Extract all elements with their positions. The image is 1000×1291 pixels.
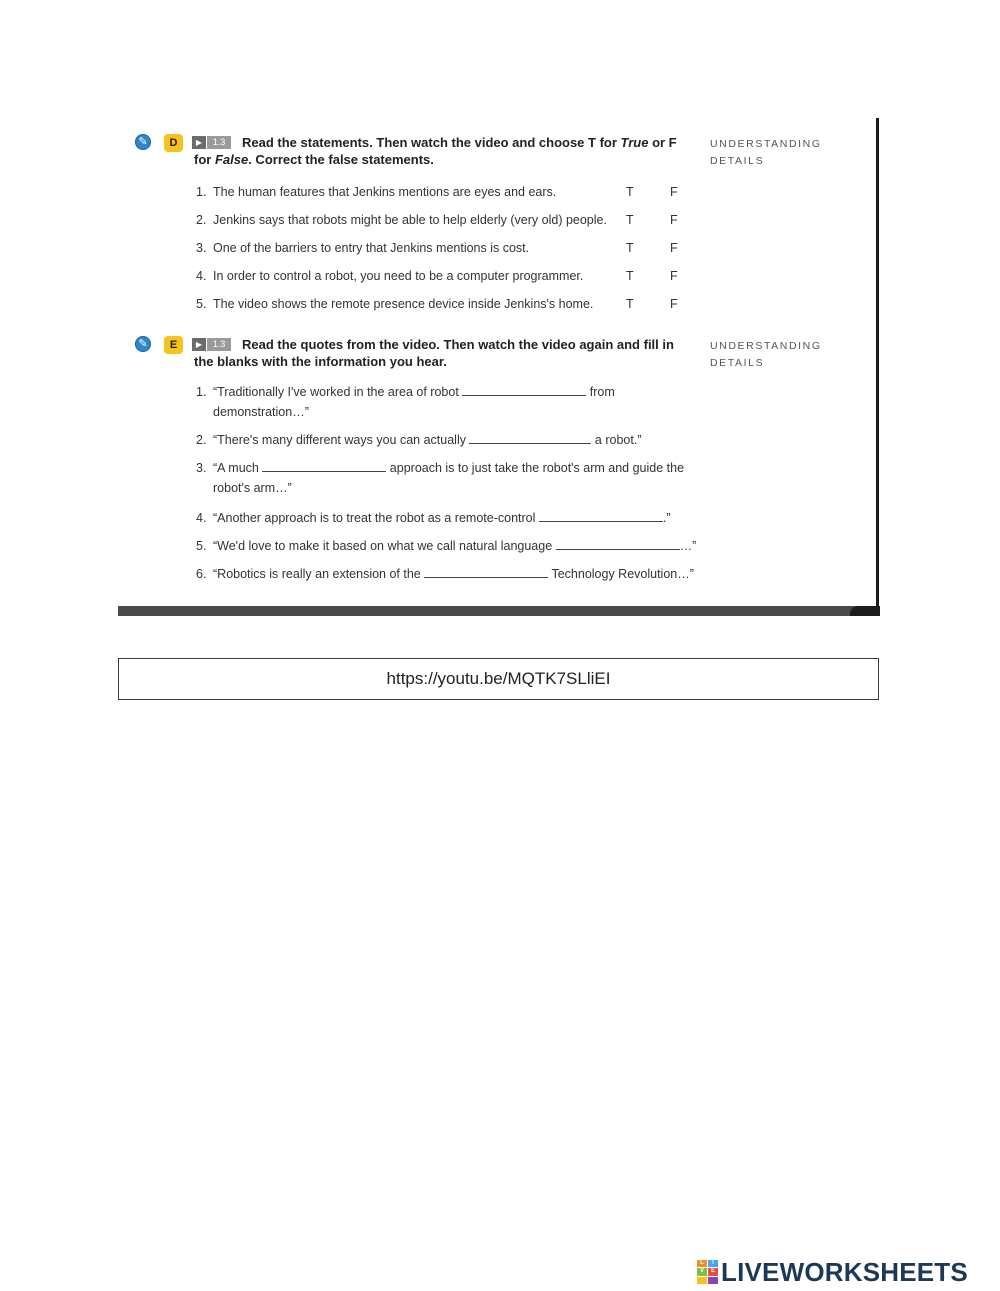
true-option[interactable]: T (626, 241, 634, 255)
fill-blank[interactable] (424, 564, 548, 578)
video-link[interactable]: https://youtu.be/MQTK7SLliEI (386, 669, 611, 688)
liveworksheets-logo-icon: L I V E (697, 1260, 718, 1284)
quote-row: 6. “Robotics is really an extension of the Technology Revolution…” (196, 564, 716, 584)
quote-row: 4. “Another approach is to treat the robot as a remote-control .” (196, 508, 716, 528)
false-option[interactable]: F (670, 269, 678, 283)
statement-row: 3. One of the barriers to entry that Jenkins mentions is cost. T F (196, 238, 776, 258)
page-corner-shadow (850, 606, 880, 616)
video-number: 1.3 (207, 136, 231, 149)
fill-blank[interactable] (469, 430, 591, 444)
false-option[interactable]: F (670, 213, 678, 227)
true-option[interactable]: T (626, 269, 634, 283)
statement-row: 5. The video shows the remote presence device inside Jenkins's home. T F (196, 294, 776, 314)
play-icon: ▶ (192, 136, 206, 149)
statement-row: 1. The human features that Jenkins mentions are eyes and ears. T F (196, 182, 776, 202)
fill-blank[interactable] (262, 458, 386, 472)
quote-row: 1. “Traditionally I've worked in the area of robot from demonstration…” (196, 382, 716, 422)
true-option[interactable]: T (626, 185, 634, 199)
false-option[interactable]: F (670, 241, 678, 255)
fill-blank[interactable] (539, 508, 663, 522)
pencil-icon: ✎ (135, 336, 151, 352)
quote-row: 2. “There's many different ways you can actually a robot.” (196, 430, 716, 450)
section-d-instruction: Read the statements. Then watch the video and choose T for True or F for False. Correct the false statements. (194, 135, 677, 167)
quote-row: 3. “A much approach is to just take the robot's arm and guide the robot's arm…” (196, 458, 716, 498)
liveworksheets-brand (697, 1257, 968, 1287)
fill-blank[interactable] (556, 536, 680, 550)
section-e-badge: E (164, 336, 183, 354)
false-option[interactable]: F (670, 185, 678, 199)
section-d-badge: D (164, 134, 183, 152)
section-e-side-label: UNDERSTANDING DETAILS (710, 340, 822, 369)
page-bottom-bar (118, 606, 880, 616)
brand-name: LIVEWORKSHEETS (721, 1256, 968, 1287)
statement-row: 4. In order to control a robot, you need to be a computer programmer. T F (196, 266, 776, 286)
video-link-box[interactable] (118, 658, 879, 700)
section-d-side-label: UNDERSTANDING DETAILS (710, 138, 822, 167)
page-edge-rule (876, 118, 879, 616)
section-e-instruction: Read the quotes from the video. Then watch the video again and fill in the blanks with the information you hear. (194, 337, 674, 369)
statement-row: 2. Jenkins says that robots might be able to help elderly (very old) people. T F (196, 210, 776, 230)
true-option[interactable]: T (626, 297, 634, 311)
quote-row: 5. “We'd love to make it based on what we call natural language …” (196, 536, 716, 556)
video-number: 1.3 (207, 338, 231, 351)
false-option[interactable]: F (670, 297, 678, 311)
play-icon: ▶ (192, 338, 206, 351)
pencil-icon: ✎ (135, 134, 151, 150)
fill-blank[interactable] (462, 382, 586, 396)
true-option[interactable]: T (626, 213, 634, 227)
worksheet-image (118, 112, 880, 616)
